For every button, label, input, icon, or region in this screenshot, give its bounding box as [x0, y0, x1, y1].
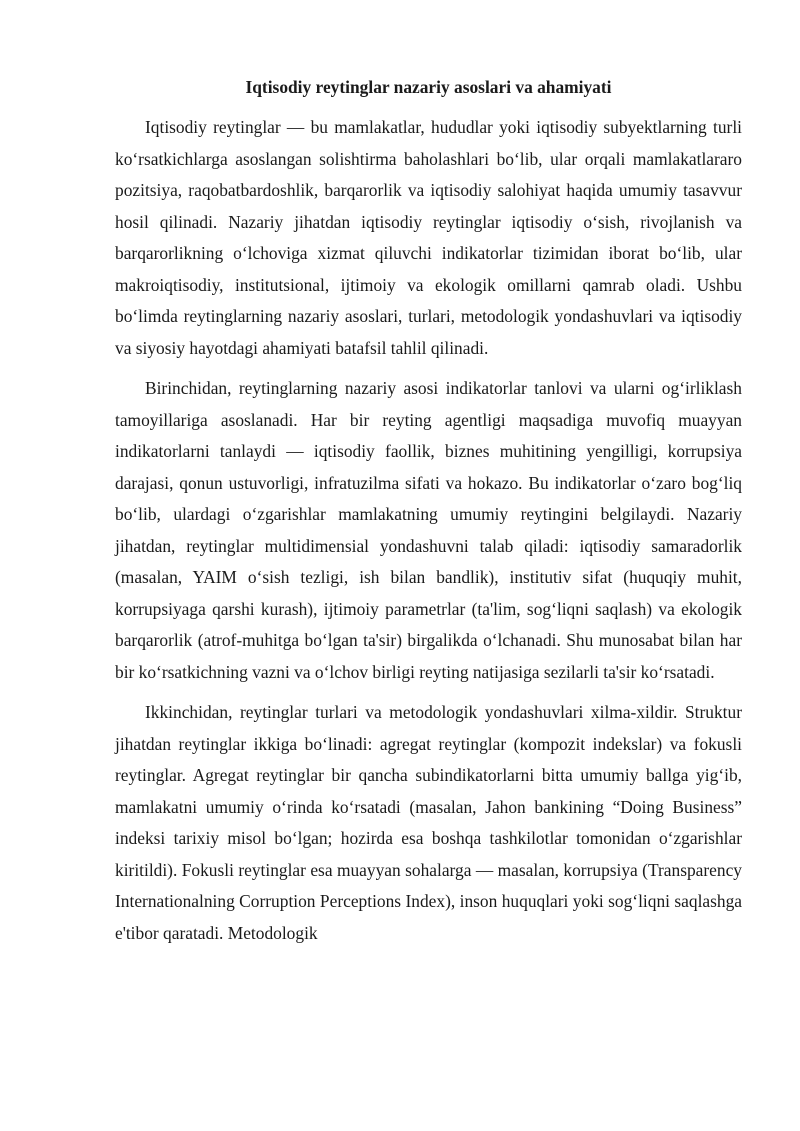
document-page — [115, 72, 742, 958]
document-title: Iqtisodiy reytinglar nazariy asoslari va ahamiyati — [245, 77, 612, 97]
paragraph-3: Ikkinchidan, reytinglar turlari va metodologik yondashuvlari xilma-xildir. Struktur jihatdan reytinglar ikkiga bo‘linadi: agregat reytinglar (kompozit indekslar) va fokusli reytinglar. Agregat reytinglar bir qancha subindikatorlarni bitta umumiy ballga yig‘ib, mamlakatni umumiy o‘rinda ko‘rsatadi (masalan, Jahon bankining “Doing Business” indeksi tarixiy misol bo‘lgan; hozirda esa boshqa tashkilotlar tomonidan o‘zgarishlar kiritildi). Fokusli reytinglar esa muayyan sohalarga — masalan, korrupsiya (Transparency Internationalning Corruption Perceptions Index), inson huquqlari yoki sog‘liqni saqlashga e'tibor qaratadi. Metodologik — [115, 702, 742, 943]
paragraph-1: Iqtisodiy reytinglar — bu mamlakatlar, hududlar yoki iqtisodiy subyektlarning turli ko‘rsatkichlarga asoslangan solishtirma baholashlari bo‘lib, ular orqali mamlakatlararo pozitsiya, raqobatbardoshlik, barqarorlik va iqtisodiy salohiyat haqida umumiy tasavvur hosil qilinadi. Nazariy jihatdan iqtisodiy reytinglar iqtisodiy o‘sish, rivojlanish va barqarorlikning o‘lchoviga xizmat qiluvchi indikatorlar tizimidan iborat bo‘lib, ular makroiqtisodiy, institutsional, ijtimoiy va ekologik omillarni qamrab oladi. Ushbu bo‘limda reytinglarning nazariy asoslari, turlari, metodologik yondashuvlari va iqtisodiy va siyosiy hayotdagi ahamiyati batafsil tahlil qilinadi. — [115, 117, 742, 358]
paragraph-2: Birinchidan, reytinglarning nazariy asosi indikatorlar tanlovi va ularni og‘irliklash tamoyillariga asoslanadi. Har bir reyting agentligi maqsadiga muvofiq muayyan indikatorlarni tanlaydi — iqtisodiy faollik, biznes muhitining yengilligi, korrupsiya darajasi, qonun ustuvorligi, infratuzilma sifati va hokazo. Bu indikatorlar o‘zaro bog‘liq bo‘lib, ulardagi o‘zgarishlar mamlakatning umumiy reytingini belgilaydi. Nazariy jihatdan, reytinglar multidimensial yondashuvni talab qiladi: iqtisodiy samaradorlik (masalan, YAIM o‘sish tezligi, ish bilan bandlik), institutiv sifat (huquqiy muhit, korrupsiyaga qarshi kurash), ijtimoiy parametrlar (ta'lim, sog‘liqni saqlash) va ekologik barqarorlik (atrof-muhitga bo‘lgan ta'sir) birgalikda o‘lchanadi. Shu munosabat bilan har bir ko‘rsatkichning vazni va o‘lchov birligi reyting natijasiga sezilarli ta'sir ko‘rsatadi. — [115, 378, 742, 682]
